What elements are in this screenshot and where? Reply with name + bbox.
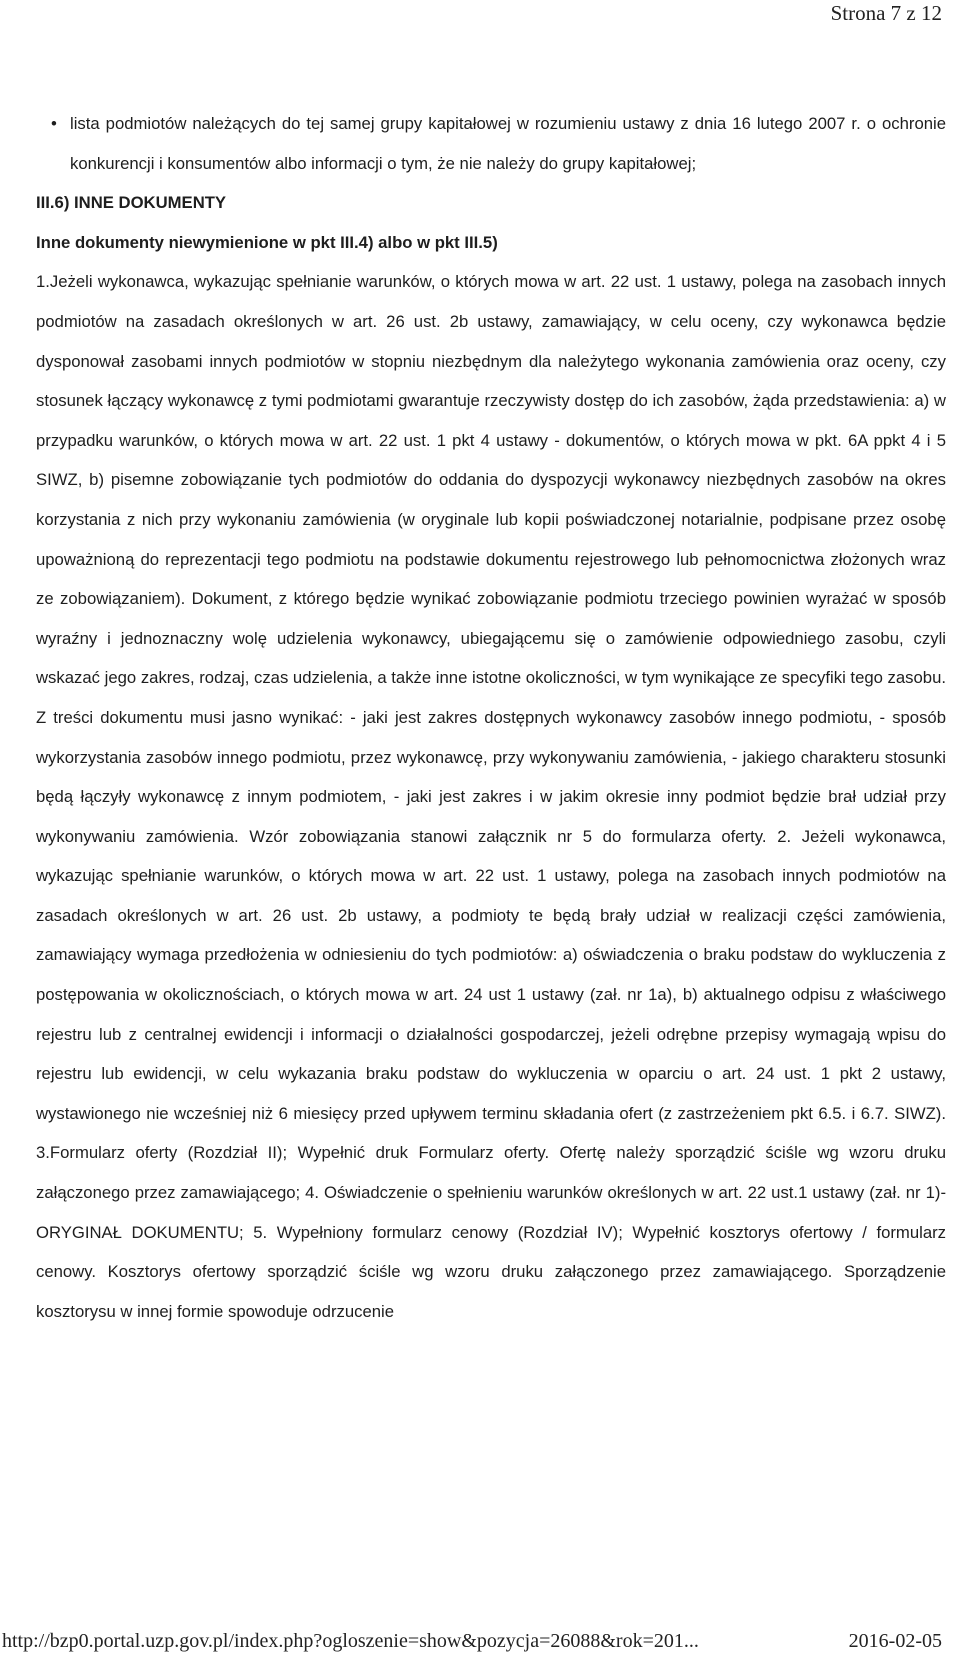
page-footer: [0, 1628, 960, 1654]
page-number: Strona 7 z 12: [830, 1, 942, 25]
section-title: III.6) INNE DOKUMENTY: [36, 193, 227, 213]
list-item: • lista podmiotów należących do tej samej grupy kapitałowej w rozumieniu ustawy z dnia 16 lutego 2007 r. o ochronie konkurencji i konsumentów albo informacji o tym, że nie należy do grupy kapitałowej;: [36, 104, 946, 183]
footer-url: http://bzp0.portal.uzp.gov.pl/index.php?ogloszenie=show&pozycja=26088&rok=201...: [2, 1630, 699, 1652]
document-body: [36, 104, 946, 1331]
footer-date: 2016-02-05: [848, 1630, 942, 1652]
section-subtitle: Inne dokumenty niewymienione w pkt III.4) albo w pkt III.5): [36, 232, 498, 252]
paragraph: 1.Jeżeli wykonawca, wykazując spełnianie warunków, o których mowa w art. 22 ust. 1 ustawy, polega na zasobach innych podmiotów na zasadach określonych w art. 26 ust. 2b ustawy, zamawiający, w celu oceny, czy wykonawca będzie dysponował zasobami innych podmiotów w stopniu niezbędnym dla należytego wykonania zamówienia oraz oceny, czy stosunek łączący wykonawcę z tymi podmiotami gwarantuje rzeczywisty dostęp do ich zasobów, żąda przedstawienia: a) w przypadku warunków, o których mowa w art. 22 ust. 1 pkt 4 ustawy - dokumentów, o których mowa w pkt. 6A ppkt 4 i 5 SIWZ, b) pisemne zobowiązanie tych podmiotów do oddania do dyspozycji wykonawcy niezbędnych zasobów na okres korzystania z nich przy wykonaniu zamówienia (w oryginale lub kopii poświadczonej notarialnie, podpisane przez osobę upoważnioną do reprezentacji tego podmiotu na podstawie dokumentu rejestrowego lub pełnomocnictwa złożonych wraz ze zobowiązaniem). Dokument, z którego będzie wynikać zobowiązanie podmiotu trzeciego powinien wyrażać w sposób wyraźny i jednoznaczny wolę udzielenia wykonawcy, ubiegającemu się o zamówienie odpowiedniego zasobu, czyli wskazać jego zakres, rodzaj, czas udzielenia, a także inne istotne okoliczności, w tym wynikające ze specyfiki tego zasobu. Z treści dokumentu musi jasno wynikać: - jaki jest zakres dostępnych wykonawcy zasobów innego podmiotu, - sposób wykorzystania zasobów innego podmiotu, przez wykonawcę, przy wykonywaniu zamówienia, - jakiego charakteru stosunki będą łączyły wykonawcę z innym podmiotem, - jaki jest zakres i w jakim okresie inny podmiot będzie brał udział przy wykonywaniu zamówienia. Wzór zobowiązania stanowi załącznik nr 5 do formularza oferty. 2. Jeżeli wykonawca, wykazując spełnianie warunków, o których mowa w art. 22 ust. 1 ustawy, polega na zasobach innych podmiotów na zasadach określonych w art. 26 ust. 2b ustawy, a podmioty te będą brały udział w realizacji części zamówienia, zamawiający wymaga przedłożenia w odniesieniu do tych podmiotów: a) oświadczenia o braku podstaw do wykluczenia z postępowania w okolicznościach, o których mowa w art. 24 ust 1 ustawy (zał. nr 1a), b) aktualnego odpisu z właściwego rejestru lub z centralnej ewidencji i informacji o działalności gospodarczej, jeżeli odrębne przepisy wymagają wpisu do rejestru lub ewidencji, w celu wykazania braku podstaw do wykluczenia w oparciu o art. 24 ust. 1 pkt 2 ustawy, wystawionego nie wcześniej niż 6 miesięcy przed upływem terminu składania ofert (z zastrzeżeniem pkt 6.5. i 6.7. SIWZ). 3.Formularz oferty (Rozdział II); Wypełnić druk Formularz oferty. Ofertę należy sporządzić ściśle wg wzoru druku załączonego przez zamawiającego; 4. Oświadczenie o spełnieniu warunków określonych w art. 22 ust.1 ustawy (zał. nr 1)- ORYGINAŁ DOKUMENTU; 5. Wypełniony formularz cenowy (Rozdział IV); Wypełnić kosztorys ofertowy / formularz cenowy. Kosztorys ofertowy sporządzić ściśle wg wzoru druku załączonego przez zamawiającego. Sporządzenie kosztorysu w innej formie spowoduje odrzucenie: [36, 272, 946, 1321]
